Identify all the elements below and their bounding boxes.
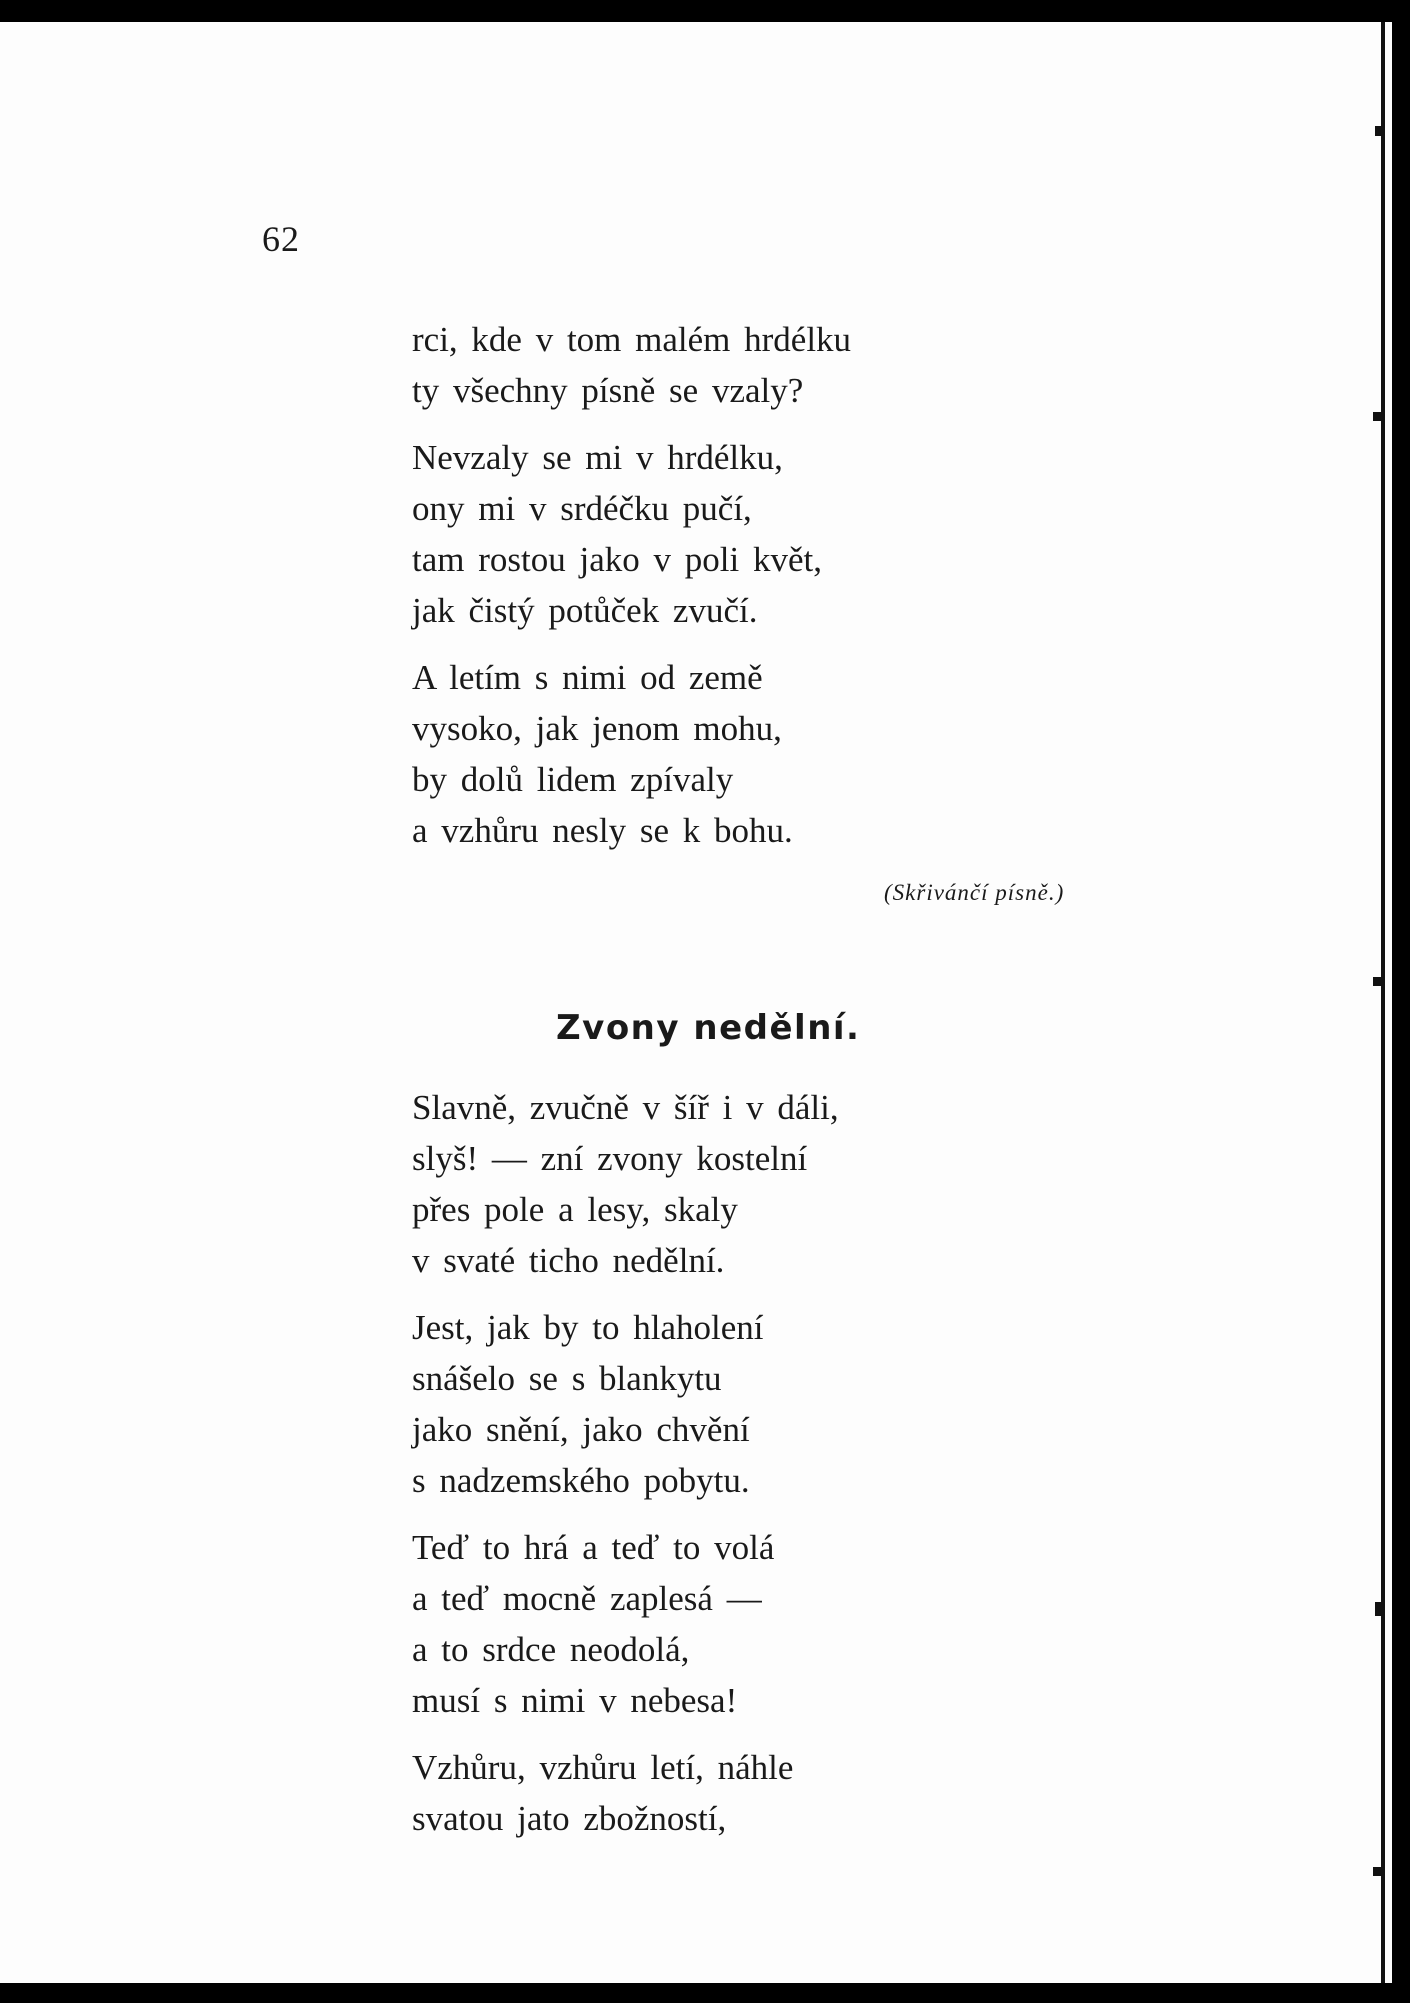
verse-line: Vzhůru, vzhůru letí, náhle	[412, 1748, 794, 1787]
edge-mark	[1373, 977, 1385, 986]
poem-title: Zvony nedělní.	[556, 1008, 861, 1048]
verse-line: Teď to hrá a teď to volá	[412, 1528, 775, 1567]
edge-mark	[1375, 126, 1385, 136]
verse-line: musí s nimi v nebesa!	[412, 1681, 738, 1720]
stanza	[412, 652, 1112, 856]
verse-line: s nadzemského pobytu.	[412, 1461, 750, 1500]
stanza	[412, 1082, 1112, 1286]
verse-line: A letím s nimi od země	[412, 658, 763, 697]
page-number: 62	[262, 219, 300, 259]
verse-line: vysoko, jak jenom mohu,	[412, 709, 782, 748]
book-page	[0, 22, 1392, 1983]
verse-line: ony mi v srdéčku pučí,	[412, 489, 752, 528]
verse-line: v svaté ticho nedělní.	[412, 1241, 725, 1280]
stanza	[412, 314, 1112, 416]
verse-line: rci, kde v tom malém hrdélku	[412, 320, 852, 359]
verse-line: jak čistý potůček zvučí.	[412, 591, 758, 630]
stanza	[412, 432, 1112, 636]
verse-line: svatou jato zbožností,	[412, 1799, 727, 1838]
verse-line: Slavně, zvučně v šíř i v dáli,	[412, 1088, 839, 1127]
stanza	[412, 1742, 1112, 1844]
poem-1	[412, 314, 1112, 872]
poem-attribution: (Skřivánčí písně.)	[884, 880, 1065, 905]
verse-line: Jest, jak by to hlaholení	[412, 1308, 764, 1347]
edge-mark	[1373, 1867, 1385, 1876]
verse-line: slyš! — zní zvony kostelní	[412, 1139, 808, 1178]
verse-line: jako snění, jako chvění	[412, 1410, 750, 1449]
verse-line: a teď mocně zaplesá —	[412, 1579, 762, 1618]
stanza	[412, 1302, 1112, 1506]
verse-line: by dolů lidem zpívaly	[412, 760, 734, 799]
stanza	[412, 1522, 1112, 1726]
verse-line: tam rostou jako v poli květ,	[412, 540, 822, 579]
verse-line: a vzhůru nesly se k bohu.	[412, 811, 793, 850]
verse-line: Nevzaly se mi v hrdélku,	[412, 438, 783, 477]
edge-mark	[1375, 1602, 1385, 1616]
verse-line: ty všechny písně se vzaly?	[412, 371, 804, 410]
edge-mark	[1373, 412, 1385, 421]
verse-line: snášelo se s blankytu	[412, 1359, 722, 1398]
verse-line: a to srdce neodolá,	[412, 1630, 690, 1669]
verse-line: přes pole a lesy, skaly	[412, 1190, 738, 1229]
page-edge-rule	[1381, 22, 1385, 1983]
poem-2	[412, 1082, 1112, 1860]
